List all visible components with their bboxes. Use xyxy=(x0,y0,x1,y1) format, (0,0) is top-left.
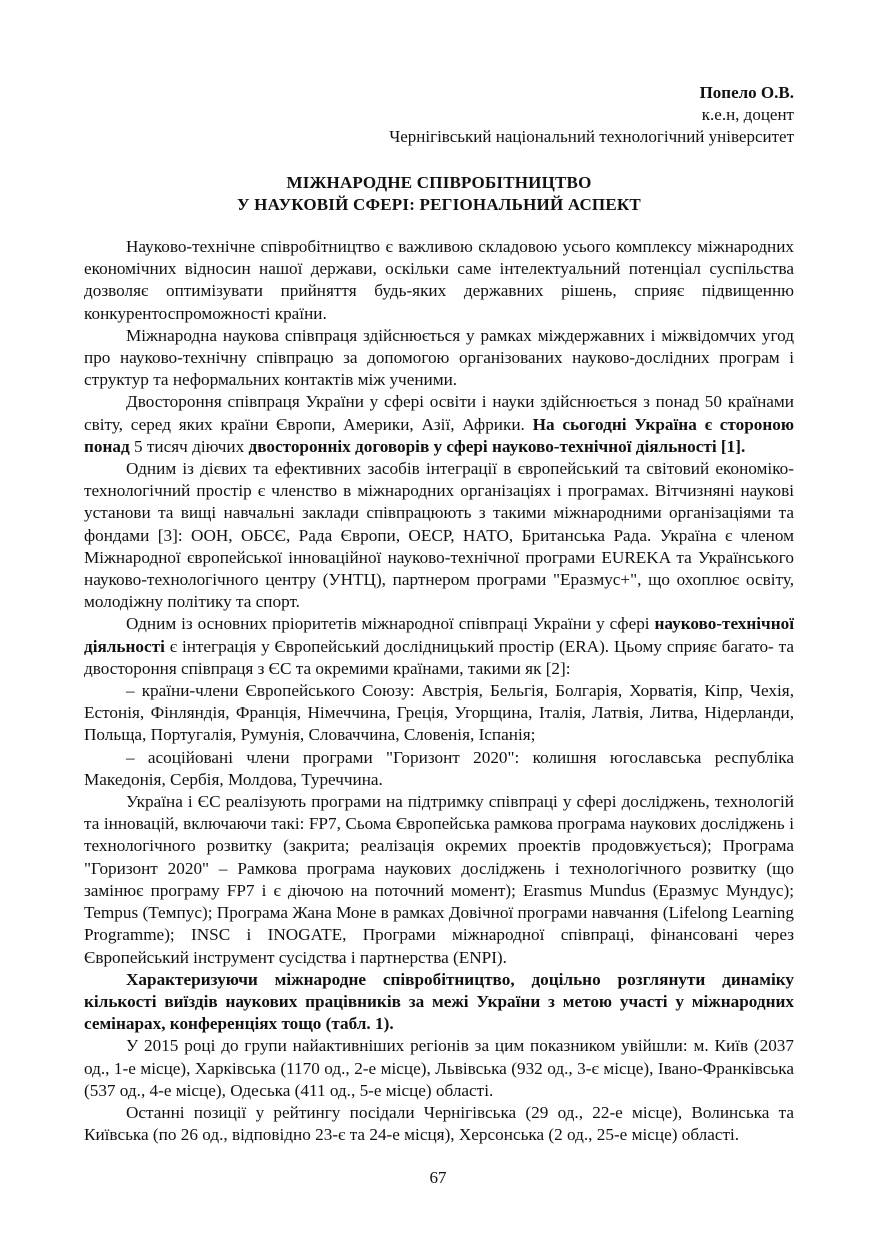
list-item-associated-members: – асоційовані члени програми "Горизонт 2020": колишня югославська республіка Македонія, Сербія, Молдова, Туреччина. xyxy=(84,747,794,789)
paragraph-11: Останні позиції у рейтингу посідали Чернігівська (29 од., 22-е місце), Волинська та Київська (по 26 од., відповідно 23-є та 24-е місця), Херсонська (2 од., 25-е місце) області. xyxy=(84,1102,794,1145)
author-block xyxy=(84,82,794,148)
paragraph-3-text-a: Двостороння співпраця України у сфері освіти і науки здійснюється з понад 50 країнами світу, серед яких країни Європи, Америки, Азії, Африки. xyxy=(84,392,794,434)
article-title xyxy=(84,172,794,216)
paragraph-9 xyxy=(84,969,794,1036)
title-line-1: МІЖНАРОДНЕ СПІВРОБІТНИЦТВО xyxy=(286,173,592,192)
paragraph-5-text-a: Одним із основних пріоритетів міжнародної співпраці України у сфері xyxy=(126,614,655,634)
paragraph-2: Міжнародна наукова співпраця здійснюється у рамках міждержавних і міжвідомчих угод про науково-технічну співпрацю за допомогою організованих науково-дослідних програм і структур та неформальних контактів між ученими. xyxy=(84,325,794,390)
author-affiliation: Чернігівський національний технологічний університет xyxy=(389,127,794,146)
author-name: Попело О.В. xyxy=(699,83,794,102)
paragraph-5-text-c: є інтеграція у Європейський дослідницький простір (ERA). Цьому сприяє багато- та двостороння співпраця з ЄС та окремими країнами, такими як [2]: xyxy=(84,636,794,678)
paragraph-10: У 2015 році до групи найактивніших регіонів за цим показником увійшли: м. Київ (2037 од., 1-е місце), Харківська (1170 од., 2-е місце), Львівська (932 од., 3-є місце), Івано-Франківська (537 од., 4-е місце), Одеська (411 од., 5-е місце) області. xyxy=(84,1036,794,1100)
list-item-eu-members: – країни-члени Європейського Союзу: Австрія, Бельгія, Болгарія, Хорватія, Кіпр, Чехія, Естонія, Фінляндія, Франція, Німеччина, Греція, Угорщина, Італія, Латвія, Литва, Нідерланди, Польща, Португалія, Румунія, Словаччина, Словенія, Іспанія; xyxy=(84,681,794,745)
author-degree: к.е.н, доцент xyxy=(701,105,794,124)
paragraph-3-text-c: 5 тисяч діючих xyxy=(129,436,249,456)
article-body xyxy=(84,236,794,1146)
paragraph-5 xyxy=(84,613,794,680)
paragraph-3-bold-d: двосторонніх договорів у сфері науково-технічної діяльності [1]. xyxy=(248,436,746,456)
paragraph-8: Україна і ЄС реалізують програми на підтримку співпраці у сфері досліджень, технологій та інновацій, включаючи такі: FP7, Сьома Європейська рамкова програма наукових досліджень і технологічного розвитку (закрита; реалізація окремих проектів продовжується); Програма "Горизонт 2020" – Рамкова програма наукових досліджень і технологічного розвитку (що замінює програму FP7 і є діючою на поточний момент); Erasmus Mundus (Еразмус Мундус); Tempus (Темпус); Програма Жана Моне в рамках Довічної програми навчання (Lifelong Learning Programme); INSC і INOGATE, Програми міжнародної співпраці, фінансовані через Європейський інструмент сусідства і партнерства (ENPI). xyxy=(84,792,794,967)
paragraph-3-bold-b: На сьогодні Україна є стороною понад xyxy=(84,414,794,456)
paragraph-5-bold-b: науково-технічної діяльності xyxy=(84,614,794,656)
paragraph-4: Одним із дієвих та ефективних засобів інтеграції в європейський та світовий економіко-технологічний простір є членство в міжнародних організаціях і програмах. Вітчизняні наукові установи та вищі навчальні заклади співпрацюють з такими міжнародними організаціями та фондами [3]: ООН, ОБСЄ, Рада Європи, ОЕСР, НАТО, Британська Рада. Україна є членом Міжнародної європейської інноваційної науково-технічної програми EUREKA та Українського науково-технологічного центру (УНТЦ), партнером програми "Еразмус+", що охоплює освіту, молодіжну політику та спорт. xyxy=(84,459,794,612)
paragraph-9-bold: Характеризуючи міжнародне співробітництво, доцільно розглянути динаміку кількості виїздів наукових працівників за межі України з метою участі у міжнародних семінарах, конференціях тощо (табл. 1). xyxy=(84,969,794,1034)
document-page xyxy=(84,82,794,1146)
title-line-2: У НАУКОВІЙ СФЕРІ: РЕГІОНАЛЬНИЙ АСПЕКТ xyxy=(237,195,641,214)
page-number: 67 xyxy=(429,1168,447,1187)
paragraph-1: Науково-технічне співробітництво є важливою складовою усього комплексу міжнародних економічних відносин нашої держави, оскільки саме інтелектуальний потенціал суспільства дозволяє оптимізувати прийняття будь-яких державних рішень, сприяє підвищенню конкурентоспроможності країни. xyxy=(84,237,794,323)
paragraph-3 xyxy=(84,391,794,458)
